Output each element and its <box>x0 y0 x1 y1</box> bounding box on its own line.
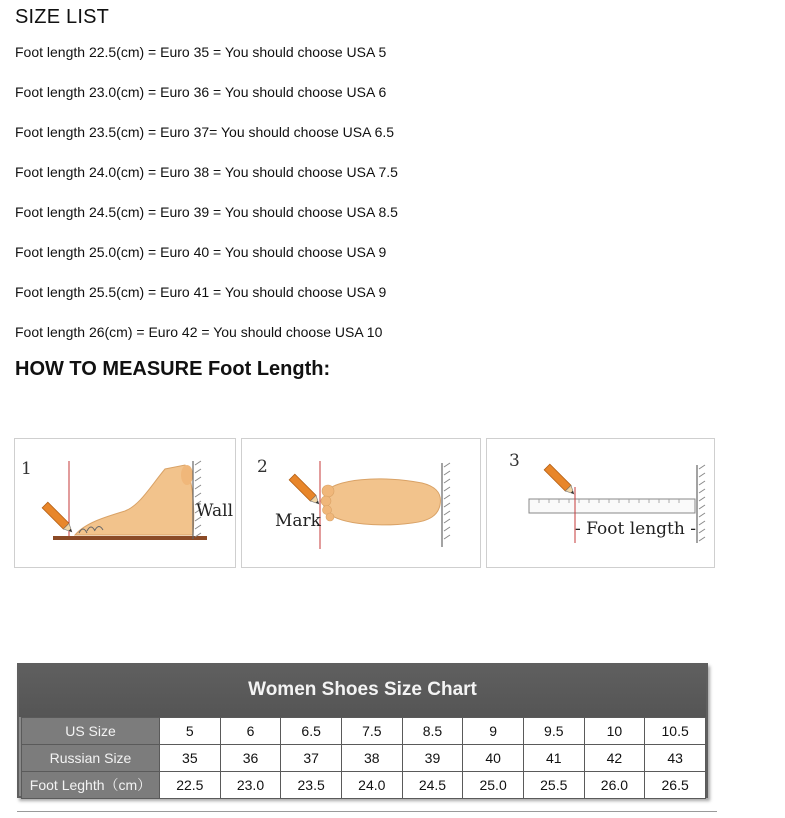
mark-label: Mark <box>275 511 321 531</box>
size-table <box>21 717 706 799</box>
table-row <box>22 718 706 745</box>
table-cell: 26.0 <box>584 772 645 799</box>
foot-top-illustration <box>242 439 480 567</box>
pencil-icon <box>289 474 322 507</box>
size-chart-header <box>19 665 706 717</box>
table-cell: 36 <box>220 745 281 772</box>
size-line: Foot length 23.5(cm) = Euro 37= You should choose USA 6.5 <box>15 124 395 140</box>
table-cell: 24.5 <box>402 772 463 799</box>
table-cell: 6.5 <box>281 718 342 745</box>
table-cell: 23.5 <box>281 772 342 799</box>
table-cell: 43 <box>645 745 706 772</box>
pencil-icon <box>544 464 577 497</box>
foot-length-label: - Foot length - <box>575 519 696 539</box>
table-cell: 8.5 <box>402 718 463 745</box>
table-cell: 25.0 <box>463 772 524 799</box>
table-cell: 35 <box>160 745 221 772</box>
step-3-panel <box>486 438 715 568</box>
size-line: Foot length 25.5(cm) = Euro 41 = You should choose USA 9 <box>15 284 387 300</box>
size-line: Foot length 22.5(cm) = Euro 35 = You should choose USA 5 <box>15 44 387 60</box>
table-cell: 37 <box>281 745 342 772</box>
wall-label: Wall <box>196 501 234 521</box>
size-list-title: SIZE LIST <box>15 6 110 28</box>
table-cell: 24.0 <box>341 772 402 799</box>
size-chart <box>17 663 708 798</box>
row-label: US Size <box>22 718 160 745</box>
divider <box>17 811 717 812</box>
table-cell: 41 <box>523 745 584 772</box>
measure-heading: HOW TO MEASURE Foot Length: <box>15 358 331 380</box>
size-line: Foot length 23.0(cm) = Euro 36 = You should choose USA 6 <box>15 84 387 100</box>
table-cell: 7.5 <box>341 718 402 745</box>
table-row <box>22 745 706 772</box>
table-cell: 5 <box>160 718 221 745</box>
table-cell: 42 <box>584 745 645 772</box>
table-cell: 26.5 <box>645 772 706 799</box>
table-cell: 6 <box>220 718 281 745</box>
step-number: 1 <box>21 459 32 479</box>
row-label: Foot Leghth（cm） <box>22 772 160 799</box>
size-line: Foot length 24.5(cm) = Euro 39 = You should choose USA 8.5 <box>15 204 398 220</box>
step-number: 2 <box>257 457 268 477</box>
table-cell: 38 <box>341 745 402 772</box>
size-chart-title: Women Shoes Size Chart <box>248 679 477 700</box>
size-line: Foot length 26(cm) = Euro 42 = You should choose USA 10 <box>15 324 383 340</box>
ruler-icon <box>529 499 695 513</box>
table-cell: 9.5 <box>523 718 584 745</box>
row-label: Russian Size <box>22 745 160 772</box>
table-cell: 10 <box>584 718 645 745</box>
table-cell: 10.5 <box>645 718 706 745</box>
size-line: Foot length 24.0(cm) = Euro 38 = You should choose USA 7.5 <box>15 164 398 180</box>
ruler-illustration <box>487 439 714 567</box>
step-number: 3 <box>509 451 520 471</box>
table-cell: 9 <box>463 718 524 745</box>
table-cell: 23.0 <box>220 772 281 799</box>
step-1-panel <box>14 438 236 568</box>
table-row <box>22 772 706 799</box>
table-cell: 40 <box>463 745 524 772</box>
table-cell: 39 <box>402 745 463 772</box>
table-cell: 22.5 <box>160 772 221 799</box>
pencil-icon <box>42 502 75 535</box>
size-line: Foot length 25.0(cm) = Euro 40 = You should choose USA 9 <box>15 244 387 260</box>
step-2-panel <box>241 438 481 568</box>
table-cell: 25.5 <box>523 772 584 799</box>
